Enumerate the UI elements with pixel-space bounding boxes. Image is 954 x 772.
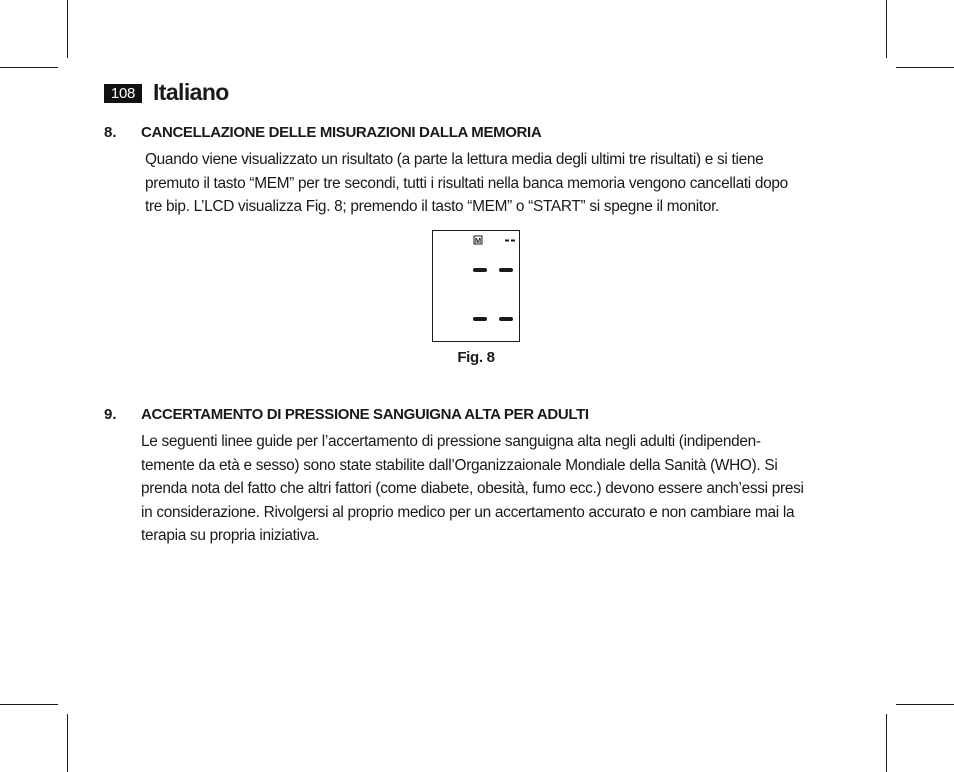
section-9-line-3: prenda nota del fatto che altri fattori (come diabete, obesità, fumo ecc.) devono essere anch’essi presi [141, 480, 804, 497]
section-8-line-3: tre bip. L’LCD visualizza Fig. 8; premendo il tasto “MEM” o “START” si spegne il monitor. [145, 198, 720, 215]
page-number: 108 [104, 84, 142, 103]
section-8-heading: CANCELLAZIONE DELLE MISURAZIONI DALLA MEMORIA [141, 124, 542, 141]
crop-mark-top-right-horizontal [896, 67, 954, 68]
pulse-dash-1 [505, 240, 509, 242]
crop-mark-bottom-left-horizontal [0, 704, 58, 705]
diastolic-dash-1 [473, 317, 487, 321]
lcd-display-figure [432, 230, 520, 342]
crop-mark-top-left-horizontal [0, 67, 58, 68]
section-9-line-2: temente da età e sesso) sono state stabilite dall’Organizzaionale Mondiale della Sanità (WHO). Si [141, 456, 778, 474]
pulse-dash-2 [511, 240, 515, 242]
section-9-paragraph [141, 430, 871, 548]
crop-mark-bottom-right-vertical [886, 714, 887, 772]
page-title: Italiano [153, 79, 229, 105]
memory-indicator-label: M [474, 235, 482, 245]
section-8-line-2: premuto il tasto “MEM” per tre secondi, tutti i risultati nella banca memoria vengono cancellati dopo [145, 174, 788, 192]
crop-mark-bottom-right-horizontal [896, 704, 954, 705]
lcd-display-graphic [433, 231, 521, 343]
section-9-heading: ACCERTAMENTO DI PRESSIONE SANGUIGNA ALTA PER ADULTI [141, 406, 589, 423]
figure-caption: Fig. 8 [457, 349, 495, 366]
section-9-line-4: in considerazione. Rivolgersi al proprio medico per un accertamento accurato e non cambiare mai la [141, 503, 795, 521]
section-8-number: 8. [104, 124, 117, 141]
crop-mark-top-right-vertical [886, 0, 887, 58]
systolic-dash-2 [499, 268, 513, 272]
section-8-paragraph [145, 148, 865, 219]
crop-mark-top-left-vertical [67, 0, 68, 58]
diastolic-dash-2 [499, 317, 513, 321]
section-9-line-1: Le seguenti linee guide per l’accertamento di pressione sanguigna alta negli adulti (indipenden- [141, 433, 761, 450]
systolic-dash-1 [473, 268, 487, 272]
crop-mark-bottom-left-vertical [67, 714, 68, 772]
section-9-number: 9. [104, 406, 117, 423]
section-8-line-1: Quando viene visualizzato un risultato (a parte la lettura media degli ultimi tre risultati) e si tiene [145, 151, 764, 168]
section-9-line-5: terapia su propria iniziativa. [141, 527, 320, 544]
